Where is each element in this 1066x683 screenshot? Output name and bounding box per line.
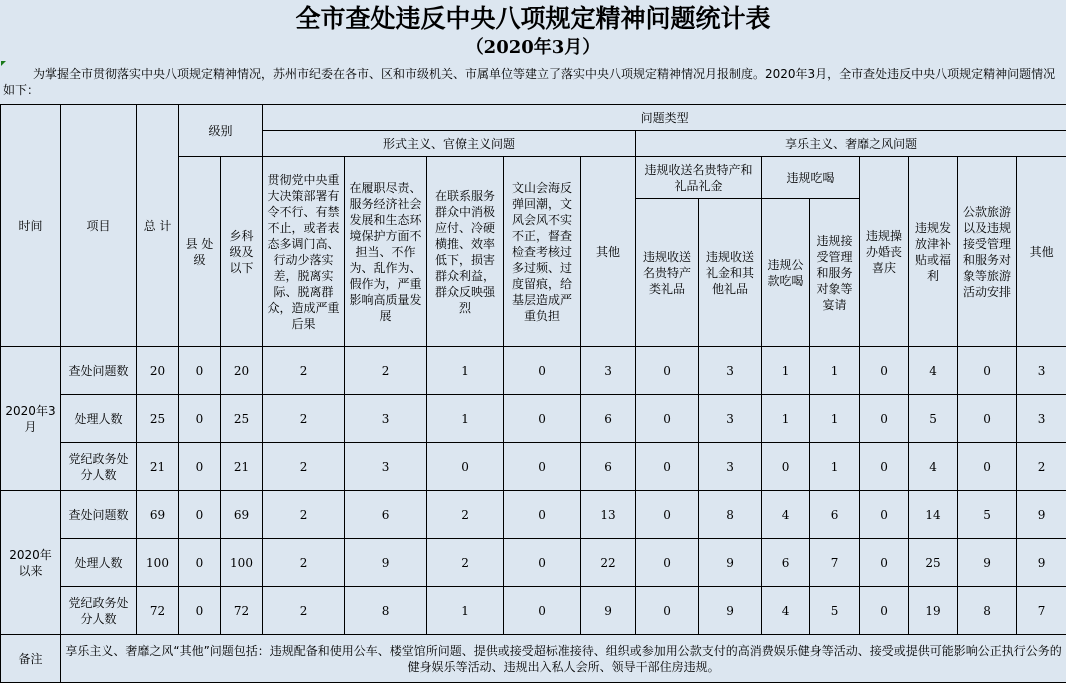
value-cell: 2 [427,491,504,539]
value-cell: 0 [958,443,1017,491]
value-cell: 0 [179,491,221,539]
value-cell: 0 [762,443,810,491]
value-cell: 0 [636,443,699,491]
value-cell: 9 [699,587,762,635]
table-row [1,587,1066,635]
value-cell: 9 [699,539,762,587]
value-cell: 14 [909,491,958,539]
header-total: 总 计 [137,105,179,347]
value-cell: 25 [221,395,263,443]
value-cell: 19 [909,587,958,635]
value-cell: 3 [699,395,762,443]
value-cell: 0 [504,395,581,443]
value-cell: 72 [221,587,263,635]
item-cell: 处理人数 [61,395,137,443]
value-cell: 0 [860,443,909,491]
header-hedonism-7: 公款旅游以及违规接受管理和服务对象等旅游活动安排 [958,157,1017,347]
header-hedonism-5: 违规操办婚丧喜庆 [860,157,909,347]
value-cell: 2 [263,347,345,395]
value-cell: 9 [958,539,1017,587]
item-cell: 查处问题数 [61,347,137,395]
value-cell: 8 [345,587,427,635]
item-cell: 党纪政务处分人数 [61,587,137,635]
value-cell: 0 [860,491,909,539]
value-cell: 4 [909,347,958,395]
header-level-county: 县 处级 [179,157,221,347]
value-cell: 7 [1017,587,1066,635]
value-cell: 6 [762,539,810,587]
value-cell: 9 [581,587,636,635]
value-cell: 21 [137,443,179,491]
header-meal-group: 违规吃喝 [762,157,860,199]
item-cell: 处理人数 [61,539,137,587]
statistics-table [0,104,1066,683]
value-cell: 2 [345,347,427,395]
intro-paragraph: 为掌握全市贯彻落实中央八项规定精神情况，苏州市纪委在各市、区和市级机关、市属单位等建立了落实中央八项规定精神情况月报制度。2020年3月，全市查处违反中央八项规定精神问题情况如下： [3,67,1056,97]
value-cell: 3 [1017,395,1066,443]
header-gift-group: 违规收送名贵特产和礼品礼金 [636,157,762,199]
header-formalism-other: 其他 [581,157,636,347]
page-subtitle: （2020年3月） [465,37,601,58]
value-cell: 0 [504,443,581,491]
table-row [1,539,1066,587]
value-cell: 0 [504,347,581,395]
value-cell: 1 [427,587,504,635]
value-cell: 0 [504,491,581,539]
value-cell: 0 [179,539,221,587]
header-formalism-4: 文山会海反弹回潮，文风会风不实不正，督查检查考核过多过频、过度留痕，给基层造成严重负担 [504,157,581,347]
value-cell: 5 [909,395,958,443]
value-cell: 3 [1017,347,1066,395]
value-cell: 100 [221,539,263,587]
value-cell: 0 [179,587,221,635]
header-item: 项目 [61,105,137,347]
table-row [1,443,1066,491]
value-cell: 0 [860,539,909,587]
value-cell: 0 [504,587,581,635]
header-hedonism-4: 违规接受管理和服务对象等宴请 [810,199,860,347]
value-cell: 4 [909,443,958,491]
value-cell: 0 [860,395,909,443]
header-level-township: 乡科级及以下 [221,157,263,347]
value-cell: 0 [179,443,221,491]
value-cell: 3 [699,443,762,491]
value-cell: 3 [345,395,427,443]
value-cell: 20 [137,347,179,395]
value-cell: 6 [581,395,636,443]
table-row [1,347,1066,395]
value-cell: 6 [581,443,636,491]
value-cell: 100 [137,539,179,587]
header-time: 时间 [1,105,61,347]
value-cell: 0 [636,539,699,587]
value-cell: 5 [958,491,1017,539]
value-cell: 2 [263,395,345,443]
value-cell: 22 [581,539,636,587]
value-cell: 1 [810,395,860,443]
value-cell: 9 [1017,491,1066,539]
value-cell: 3 [345,443,427,491]
value-cell: 2 [263,587,345,635]
header-hedonism: 享乐主义、奢靡之风问题 [636,131,1066,157]
value-cell: 6 [345,491,427,539]
value-cell: 3 [581,347,636,395]
value-cell: 3 [699,347,762,395]
note-label: 备注 [1,635,61,683]
value-cell: 1 [427,347,504,395]
value-cell: 20 [221,347,263,395]
value-cell: 1 [810,347,860,395]
table-row [1,395,1066,443]
item-cell: 党纪政务处分人数 [61,443,137,491]
value-cell: 2 [427,539,504,587]
period-cell: 2020年3月 [1,347,61,491]
value-cell: 0 [427,443,504,491]
value-cell: 2 [1017,443,1066,491]
value-cell: 2 [263,539,345,587]
header-hedonism-3: 违规公款吃喝 [762,199,810,347]
value-cell: 4 [762,587,810,635]
value-cell: 0 [636,587,699,635]
value-cell: 4 [762,491,810,539]
value-cell: 69 [221,491,263,539]
header-formalism-3: 在联系服务群众中消极应付、冷硬横推、效率低下，损害群众利益，群众反映强烈 [427,157,504,347]
value-cell: 1 [427,395,504,443]
page-title: 全市查处违反中央八项规定精神问题统计表 [295,4,771,33]
header-formalism-2: 在履职尽责、服务经济社会发展和生态环境保护方面不担当、不作为、乱作为、假作为，严重影响高质量发展 [345,157,427,347]
value-cell: 25 [137,395,179,443]
value-cell: 0 [636,395,699,443]
value-cell: 0 [958,347,1017,395]
value-cell: 13 [581,491,636,539]
note-text: 享乐主义、奢靡之风“其他”问题包括：违规配备和使用公车、楼堂馆所问题、提供或接受超标准接待、组织或参加用公款支付的高消费娱乐健身等活动、接受或提供可能影响公正执行公务的健身娱乐等活动、违规出入私人会所、领导干部住房违规。 [61,635,1066,683]
header-formalism-1: 贯彻党中央重大决策部署有令不行、有禁不止，或者表态多调门高、行动少落实差，脱离实际、脱离群众，造成严重后果 [263,157,345,347]
header-hedonism-1: 违规收送名贵特产类礼品 [636,199,699,347]
header-level: 级别 [179,105,263,157]
value-cell: 69 [137,491,179,539]
item-cell: 查处问题数 [61,491,137,539]
header-problem-type: 问题类型 [263,105,1066,131]
period-cell: 2020年以来 [1,491,61,635]
value-cell: 8 [958,587,1017,635]
value-cell: 0 [958,395,1017,443]
value-cell: 0 [179,395,221,443]
header-formalism: 形式主义、官僚主义问题 [263,131,636,157]
value-cell: 0 [636,491,699,539]
value-cell: 72 [137,587,179,635]
value-cell: 0 [636,347,699,395]
header-hedonism-2: 违规收送礼金和其他礼品 [699,199,762,347]
value-cell: 25 [909,539,958,587]
value-cell: 0 [179,347,221,395]
header-hedonism-6: 违规发放津补贴或福利 [909,157,958,347]
table-row [1,491,1066,539]
value-cell: 1 [762,395,810,443]
value-cell: 2 [263,491,345,539]
value-cell: 8 [699,491,762,539]
value-cell: 5 [810,587,860,635]
value-cell: 1 [810,443,860,491]
header-hedonism-other: 其他 [1017,157,1066,347]
value-cell: 0 [860,587,909,635]
value-cell: 9 [1017,539,1066,587]
value-cell: 6 [810,491,860,539]
value-cell: 0 [504,539,581,587]
value-cell: 9 [345,539,427,587]
value-cell: 21 [221,443,263,491]
value-cell: 0 [860,347,909,395]
value-cell: 1 [762,347,810,395]
value-cell: 2 [263,443,345,491]
value-cell: 7 [810,539,860,587]
